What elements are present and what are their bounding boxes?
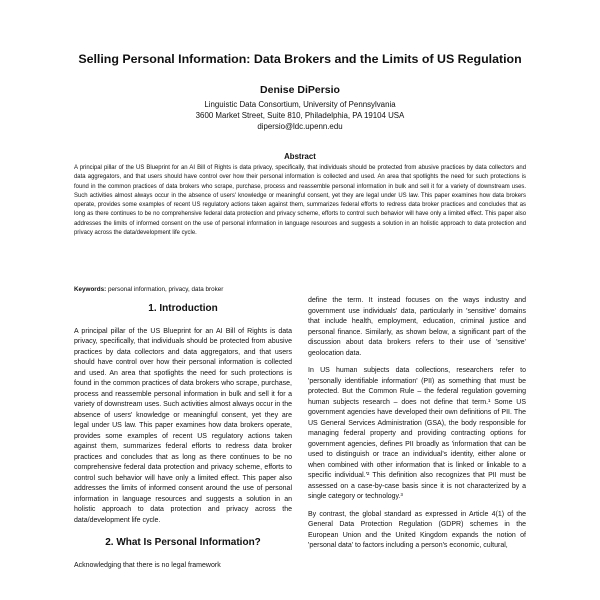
section-1-paragraph: A principal pillar of the US Blueprint for an AI Bill of Rights is data privacy, specifically, that individuals should be protected from abusive practices by data collectors and data aggregators, and that users should have control over how their personal information is collected and used. An area that spotlights the need for such protections is found in the common practices of data brokers who scrape, purchase, process and reassemble personal information in bulk and sell it for a variety of downstream uses. Such activities almost always occur in the absence of users' knowledge or meaningful consent, yet they are legal under US law. This paper examines how data brokers operate, provides some examples of recent US regulatory actions taken against them, summarizes federal efforts to redress data broker practices and concludes that as long as there continues to be no comprehensive federal data protection and privacy scheme, efforts to control such behavior will have only a limited effect. This paper also addresses the limits of informed consent around the use of personal information in language resources and suggests a solution in an holistic approach to data protection and privacy across the data/development life cycle. xyxy=(74,327,292,524)
right-column xyxy=(308,296,526,559)
section-2-heading: 2. What Is Personal Information? xyxy=(105,537,261,548)
keywords xyxy=(74,286,526,293)
body-paragraph: In US human subjects data collections, researchers refer to 'personally identifiable information' (PII) as something that must be protected. But the Common Rule – the federal regulation governing human subjects research – does not define that term.¹ Some US government agencies have developed their own definitions of PII. The US General Services Administration (GSA), the body responsible for managing federal property and providing contracting options for government agencies, defines PII broadly as 'information that can be used to distinguish or trace an individual's identity, either alone or when combined with other information that is linked or linkable to a specific individual.'² This definition also recognizes that PII must be assessed on a case-by-case basis since it is not characterized by a single category or technology.³ xyxy=(308,367,526,500)
abstract-body: A principal pillar of the US Blueprint for an AI Bill of Rights is data privacy, specifically, that individuals should be protected from abusive practices by data collectors and data aggregators, and that users should have control over how their personal information is collected and used. An area that spotlights the need for such protections is found in the common practices of data brokers who scrape, purchase, process and reassemble personal information in bulk and sell it for a variety of downstream uses. Such activities almost always occur in the absence of users' knowledge or meaningful consent, yet they are legal under US law. This paper examines how data brokers operate, provides some examples of recent US regulatory actions taken against them, summarizes federal efforts to redress data broker practices and concludes that as long as there continues to be no comprehensive federal data protection and privacy scheme, efforts to control such behavior will have only a limited effect. This paper also addresses the limits of informed consent on the use of personal information in language resources and suggests a solution in an holistic approach to data protection and privacy across the data/development life cycle. xyxy=(74,165,526,236)
body-paragraph: define the term. It instead focuses on the ways industry and government use individuals' data, particularly in 'sensitive' domains that include health, employment, education, criminal justice and personal finance. Similarly, as shown below, a significant part of the discussion about data brokers refers to their use of 'sensitive' geolocation data. xyxy=(308,297,526,357)
body-paragraph: By contrast, the global standard as expressed in Article 4(1) of the General Data Protection Regulation (GDPR) schemes in the European Union and the United Kingdom expands the notion of 'personal data' to factors including a person's economic, cultural, xyxy=(308,510,526,549)
affiliation-line: Linguistic Data Consortium, University of Pennsylvania xyxy=(204,100,396,109)
left-column xyxy=(74,304,292,578)
keywords-list: personal information, privacy, data broker xyxy=(107,286,224,293)
keywords-label: Keywords: xyxy=(74,286,107,293)
affiliation-line: 3600 Market Street, Suite 810, Philadelphia, PA 19104 USA xyxy=(195,111,405,120)
abstract-heading: Abstract xyxy=(284,152,316,161)
section-2-paragraph: Acknowledging that there is no legal framework xyxy=(74,561,221,569)
paper-title: Selling Personal Information: Data Brokers and the Limits of US Regulation xyxy=(78,52,522,66)
author-affiliation xyxy=(20,99,580,132)
author-email: dipersio@ldc.upenn.edu xyxy=(257,122,343,131)
author-name: Denise DiPersio xyxy=(260,84,340,96)
section-1-heading: 1. Introduction xyxy=(148,303,218,314)
